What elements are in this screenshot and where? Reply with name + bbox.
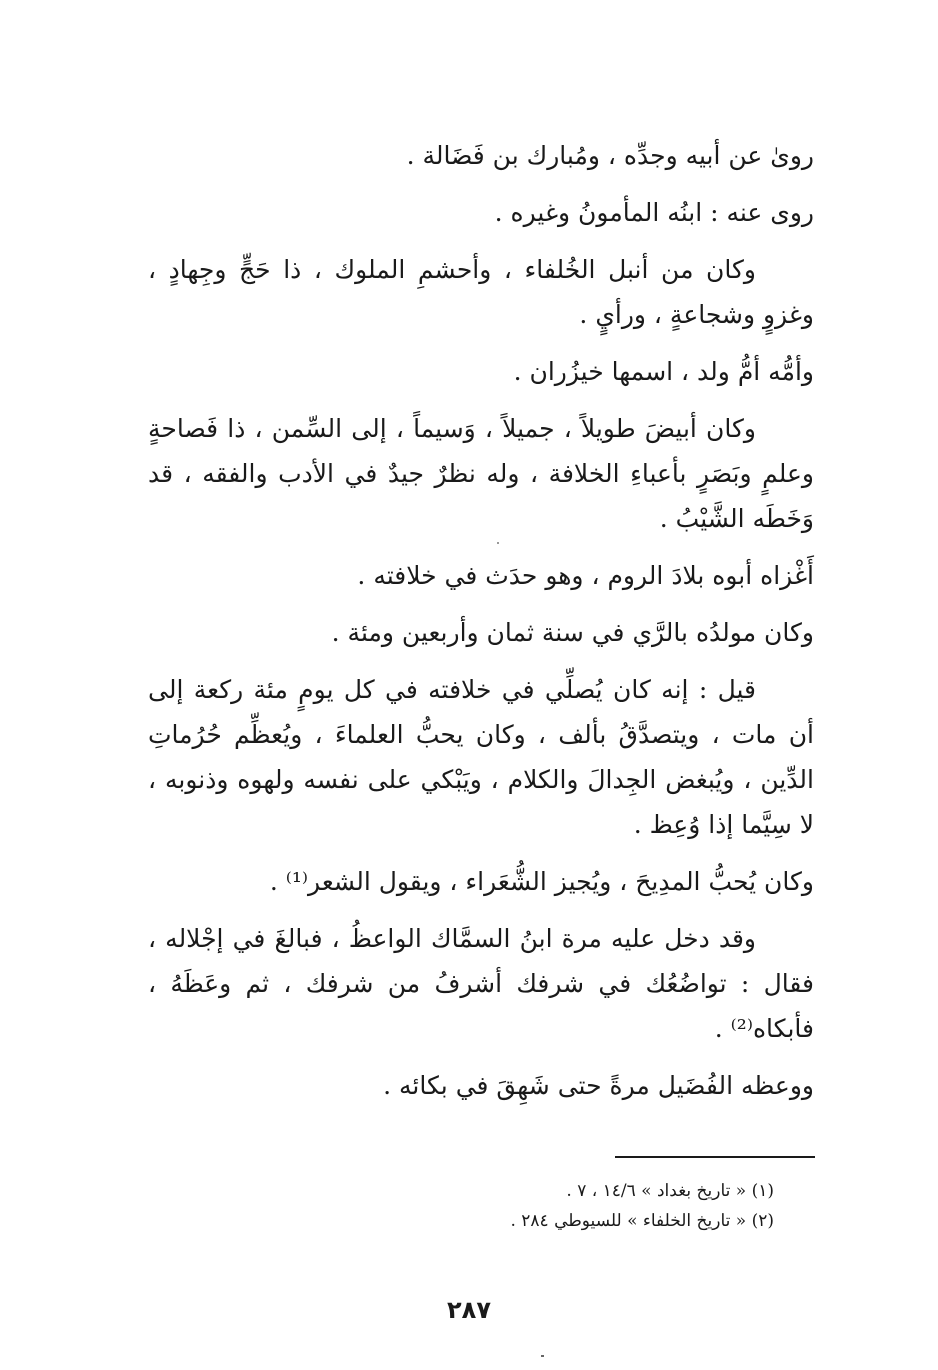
paragraph-piety: قيل : إنه كان يُصلِّي في خلافته في كل يومٍ مئة ركعة إلى أن مات ، ويتصدَّقُ بألف ، وكان يحبُّ العلماءَ ، ويُعظِّم حُرُماتِ الدِّين ، ويُبغض الجِدالَ والكلام ، ويَبْكي على نفسه ولهوه وذنوبه ، لا سِيَّما إذا وُعِظ . (148, 675, 814, 839)
paragraph-mother: وأمُّه أمُّ ولد ، اسمها خيزُران . (513, 357, 814, 386)
paragraph-birth: وكان مولدُه بالرَّي في سنة ثمان وأربعين ومئة . (331, 618, 814, 647)
paragraph-ibn-sammak: وقد دخل عليه مرة ابنُ السمَّاك الواعظُ ، فبالغَ في إجْلاله ، فقال : تواضُعُك في شرفك أشرفُ من شرفك ، ثم وعَظَهُ ، فأبكاه⁽²⁾ . (148, 924, 814, 1043)
paragraph-poetry: وكان يُحبُّ المدِيحَ ، ويُجيز الشُّعَراء ، ويقول الشعر⁽¹⁾ . (269, 867, 814, 896)
paragraph-fudayl: ووعظه الفُضَيل مرةً حتى شَهِقَ في بكائه . (383, 1071, 814, 1100)
paragraph-campaign: أَغْزاه أبوه بلادَ الروم ، وهو حدَث في خلافته . (357, 561, 814, 590)
paragraph-description: وكان أبيضَ طويلاً ، جميلاً ، وَسيماً ، إلى السِّمن ، ذا فَصاحةٍ وعلمٍ وبَصَرٍ بأعباءِ الخلافة ، وله نظرٌ جيدٌ في الأدب والفقه ، قد وَخَطَه الشَّيْبُ . (148, 414, 814, 533)
scan-speck-small (497, 542, 499, 544)
paragraph-narrators-from: رویٰ عن أبيه وجدِّه ، ومُبارك بن فَضَالة . (406, 141, 814, 170)
footnote-separator (615, 1156, 815, 1158)
footnotes (300, 1176, 814, 1236)
scan-speck (541, 1355, 544, 1357)
footnote-2: (٢) « تاريخ الخلفاء » للسيوطي ٢٨٤ . (510, 1211, 774, 1231)
paragraph-narrators-to: روى عنه : ابنُه المأمونُ وغيره . (494, 198, 814, 227)
paragraph-virtues: وكان من أنبل الخُلفاء ، وأحشمِ الملوك ، ذا حَجٍّ وجِهادٍ ، وغزوٍ وشجاعةٍ ، ورأيٍ . (148, 255, 814, 329)
main-text-block (148, 133, 814, 1108)
footnote-1: (١) « تاريخ بغداد » ١٤/٦ ، ٧ . (566, 1181, 774, 1201)
page-number: ٢٨٧ (447, 1296, 491, 1324)
